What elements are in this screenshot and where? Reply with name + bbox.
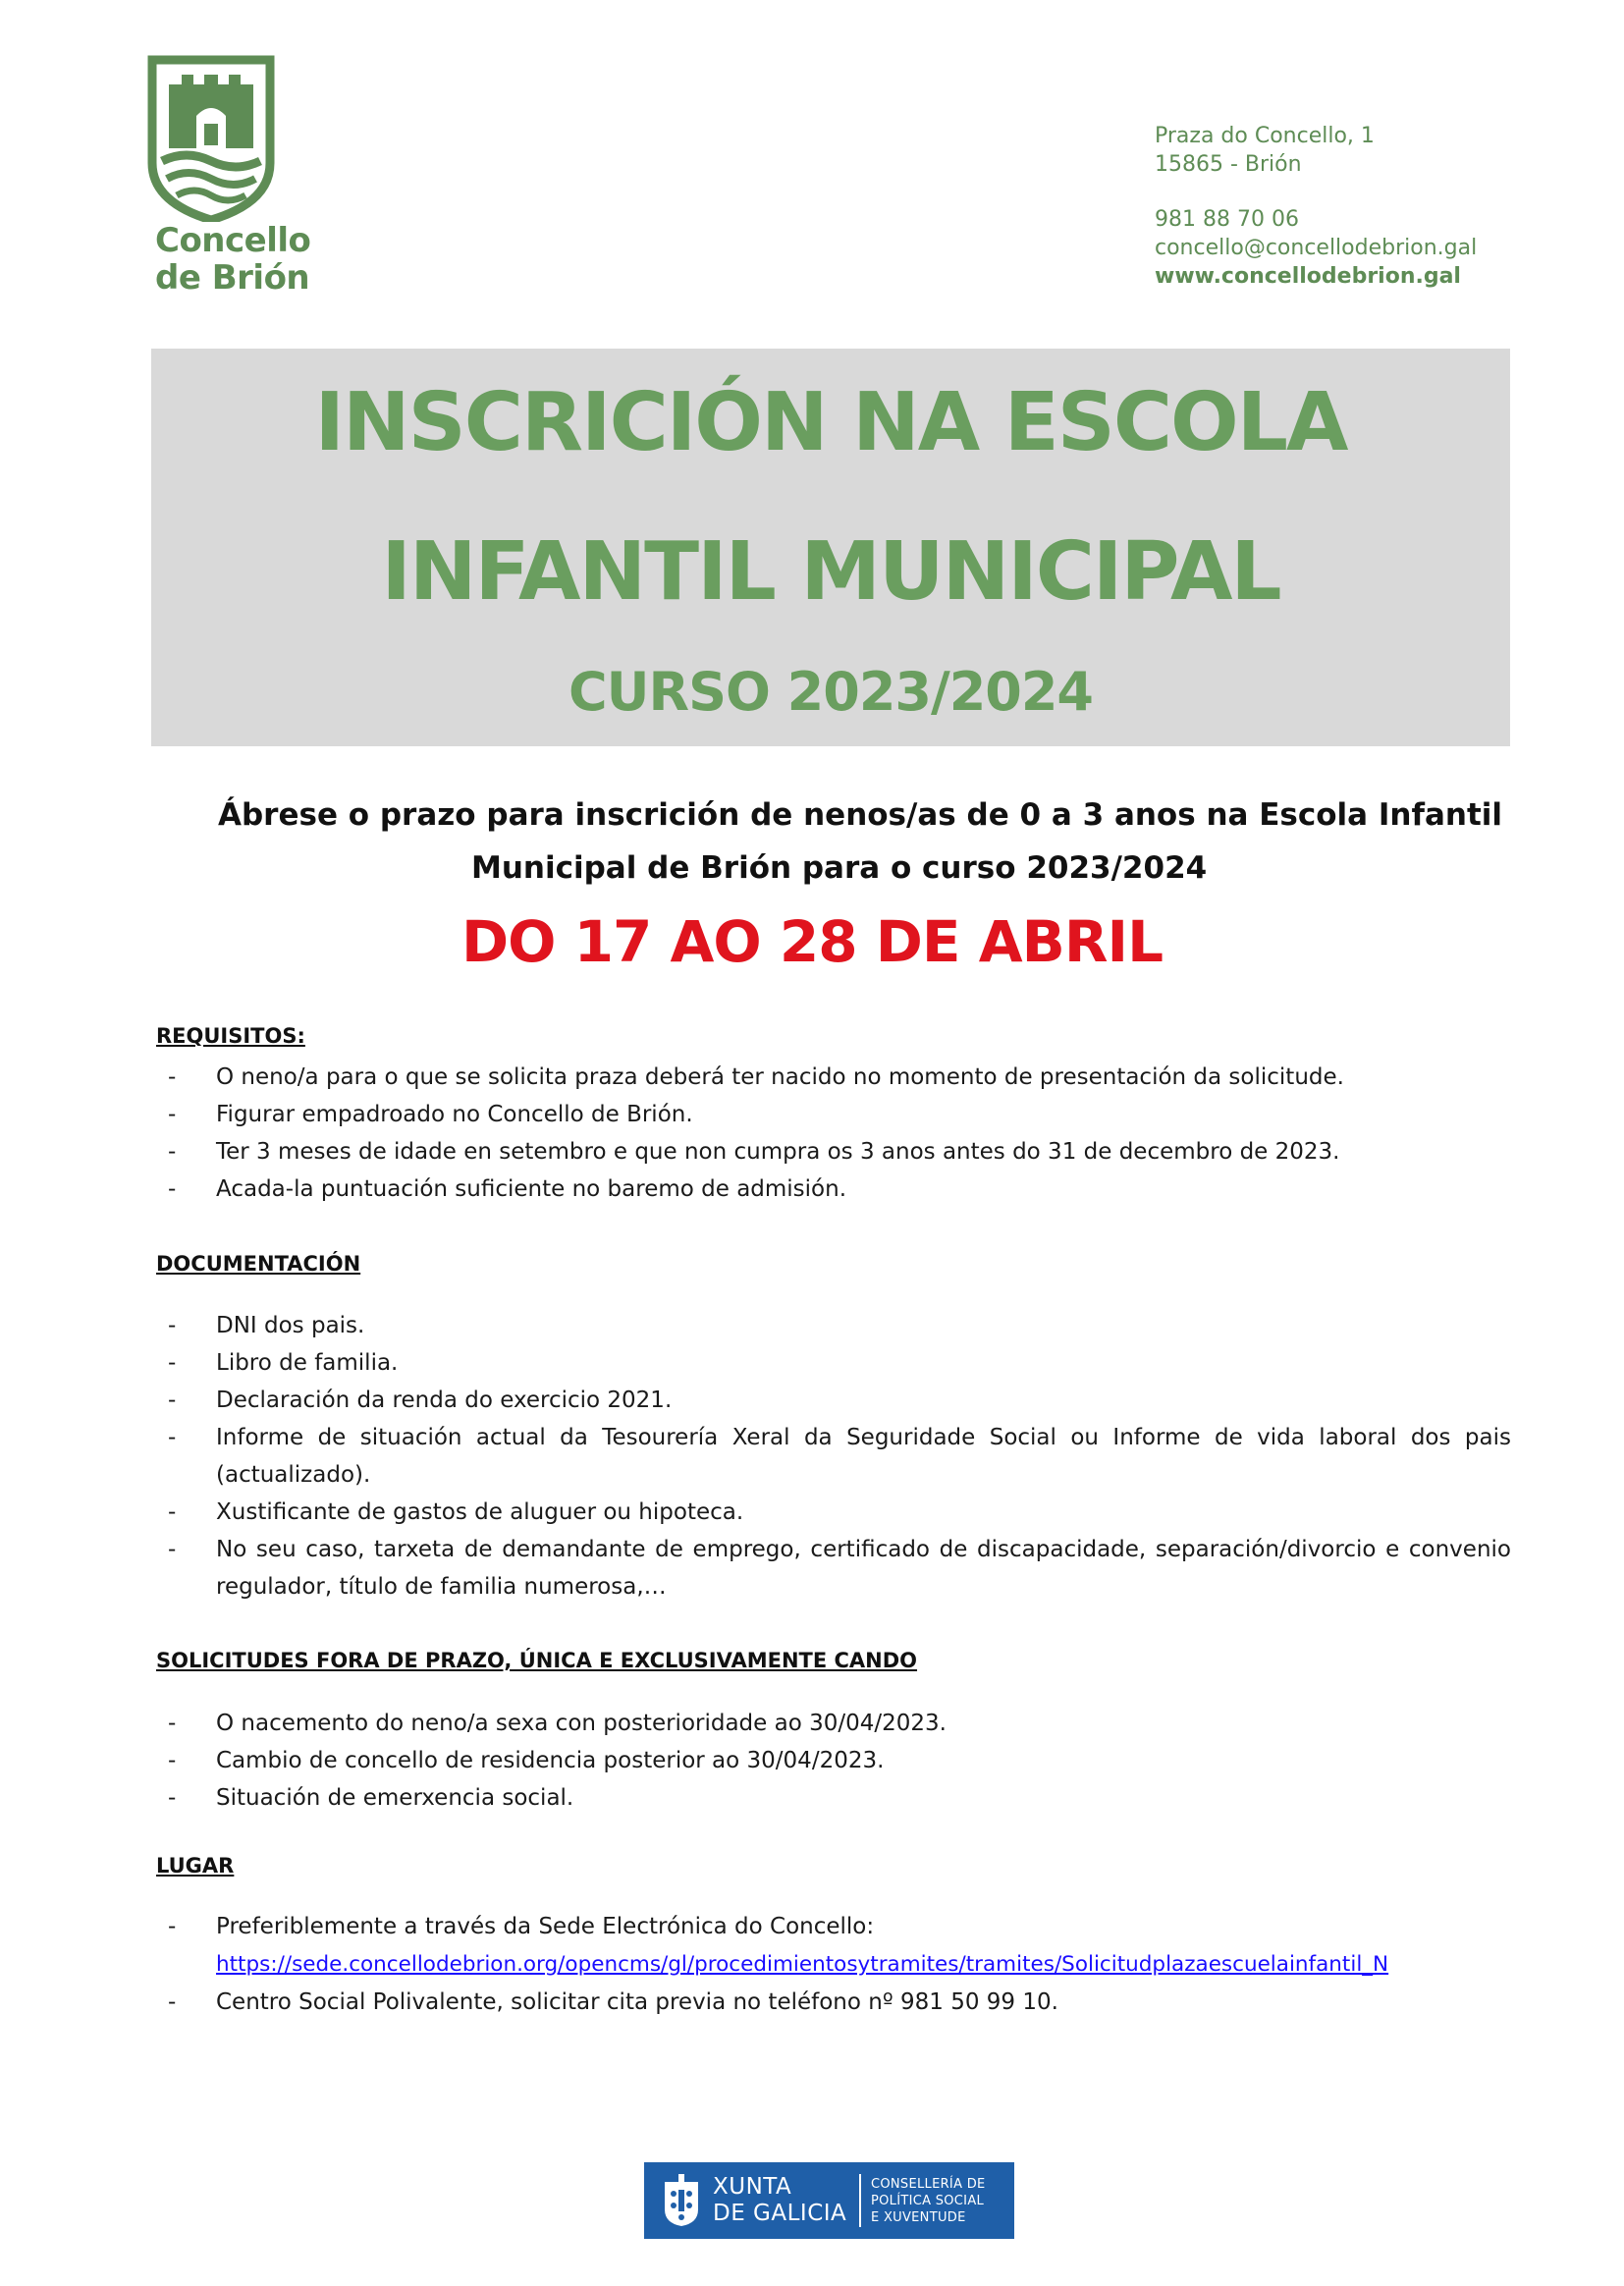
intro-line1: Ábrese o prazo para inscrición de nenos/as de 0 a 3 anos na Escola Infantil [218, 797, 1503, 833]
address-line2: 15865 - Brión [1155, 152, 1302, 177]
list-item: - Ter 3 meses de idade en setembro e que non cumpra os 3 anos antes do 31 de decembro de 2023. [162, 1133, 1511, 1170]
list-item: - Cambio de concello de residencia posterior ao 30/04/2023. [162, 1742, 1511, 1779]
list-item [162, 1908, 1511, 1984]
badge-divider [859, 2174, 861, 2227]
requisitos-list [162, 1059, 1511, 1208]
consellería-name [871, 2176, 986, 2226]
consellería-line3: E XUVENTUDE [871, 2210, 966, 2225]
sede-link[interactable]: https://sede.concellodebrion.org/opencms/gl/procedimientosytramites/tramites/Solicitudplazaescuelainfantil_N [216, 1952, 1389, 1977]
list-item: - Declaración da renda do exercicio 2021. [162, 1382, 1511, 1419]
consellería-line1: CONSELLERÍA DE [871, 2177, 986, 2192]
xunta-name [713, 2174, 846, 2227]
list-item: - Acada-la puntuación suficiente no baremo de admisión. [162, 1170, 1511, 1208]
fora-prazo-heading: SOLICITUDES FORA DE PRAZO, ÚNICA E EXCLUSIVAMENTE CANDO [156, 1649, 918, 1672]
consellería-line2: POLÍTICA SOCIAL [871, 2194, 985, 2208]
logo-text-line1: Concello [155, 221, 311, 260]
fora-prazo-list [162, 1705, 1511, 1817]
list-item: - Centro Social Polivalente, solicitar cita previa no teléfono nº 981 50 99 10. [162, 1984, 1511, 2021]
title-banner [151, 349, 1510, 746]
xunta-galicia-logo [644, 2162, 1014, 2239]
documentacion-heading: DOCUMENTACIÓN [156, 1252, 361, 1276]
documentacion-list [162, 1307, 1511, 1606]
sede-text: Preferiblemente a través da Sede Electrónica do Concello: [216, 1914, 875, 1939]
list-item: - O neno/a para o que se solicita praza deberá ter nacido no momento de presentación da solicitude. [162, 1059, 1511, 1096]
list-item: - No seu caso, tarxeta de demandante de emprego, certificado de discapacidade, separación/divorcio e convenio regulador, título de familia numerosa,… [162, 1531, 1511, 1606]
lugar-heading: LUGAR [156, 1854, 235, 1878]
shield-logo-icon [147, 55, 275, 222]
list-item: - O nacemento do neno/a sexa con posterioridade ao 30/04/2023. [162, 1705, 1511, 1742]
course-subtitle: CURSO 2023/2024 [568, 661, 1093, 723]
email-address[interactable]: concello@concellodebrion.gal [1155, 236, 1478, 260]
list-item: - DNI dos pais. [162, 1307, 1511, 1344]
list-item: - Libro de familia. [162, 1344, 1511, 1382]
xunta-line2: DE GALICIA [713, 2201, 847, 2226]
address-line1: Praza do Concello, 1 [1155, 124, 1375, 148]
list-item: - Xustificante de gastos de aluguer ou hipoteca. [162, 1494, 1511, 1531]
deadline-dates: DO 17 AO 28 DE ABRIL [460, 908, 1164, 975]
logo-text-line2: de Brión [155, 258, 310, 298]
title-line2: INFANTIL MUNICIPAL [381, 525, 1280, 619]
contact-info [1155, 122, 1587, 291]
phone-number: 981 88 70 06 [1155, 207, 1299, 232]
list-item: - Figurar empadroado no Concello de Brión. [162, 1096, 1511, 1133]
intro-line2: Municipal de Brión para o curso 2023/2024 [471, 850, 1208, 886]
lugar-list [162, 1908, 1511, 2021]
galicia-coat-of-arms-icon [662, 2174, 701, 2227]
concello-logo [147, 55, 344, 300]
list-item: - Situación de emerxencia social. [162, 1779, 1511, 1817]
xunta-line1: XUNTA [713, 2174, 792, 2200]
website-link[interactable]: www.concellodebrion.gal [1155, 264, 1461, 289]
title-line1: INSCRICIÓN NA ESCOLA [314, 376, 1347, 469]
list-item: - Informe de situación actual da Tesourería Xeral da Seguridade Social ou Informe de vida laboral dos pais (actualizado). [162, 1419, 1511, 1494]
requisitos-heading: REQUISITOS: [156, 1024, 305, 1048]
